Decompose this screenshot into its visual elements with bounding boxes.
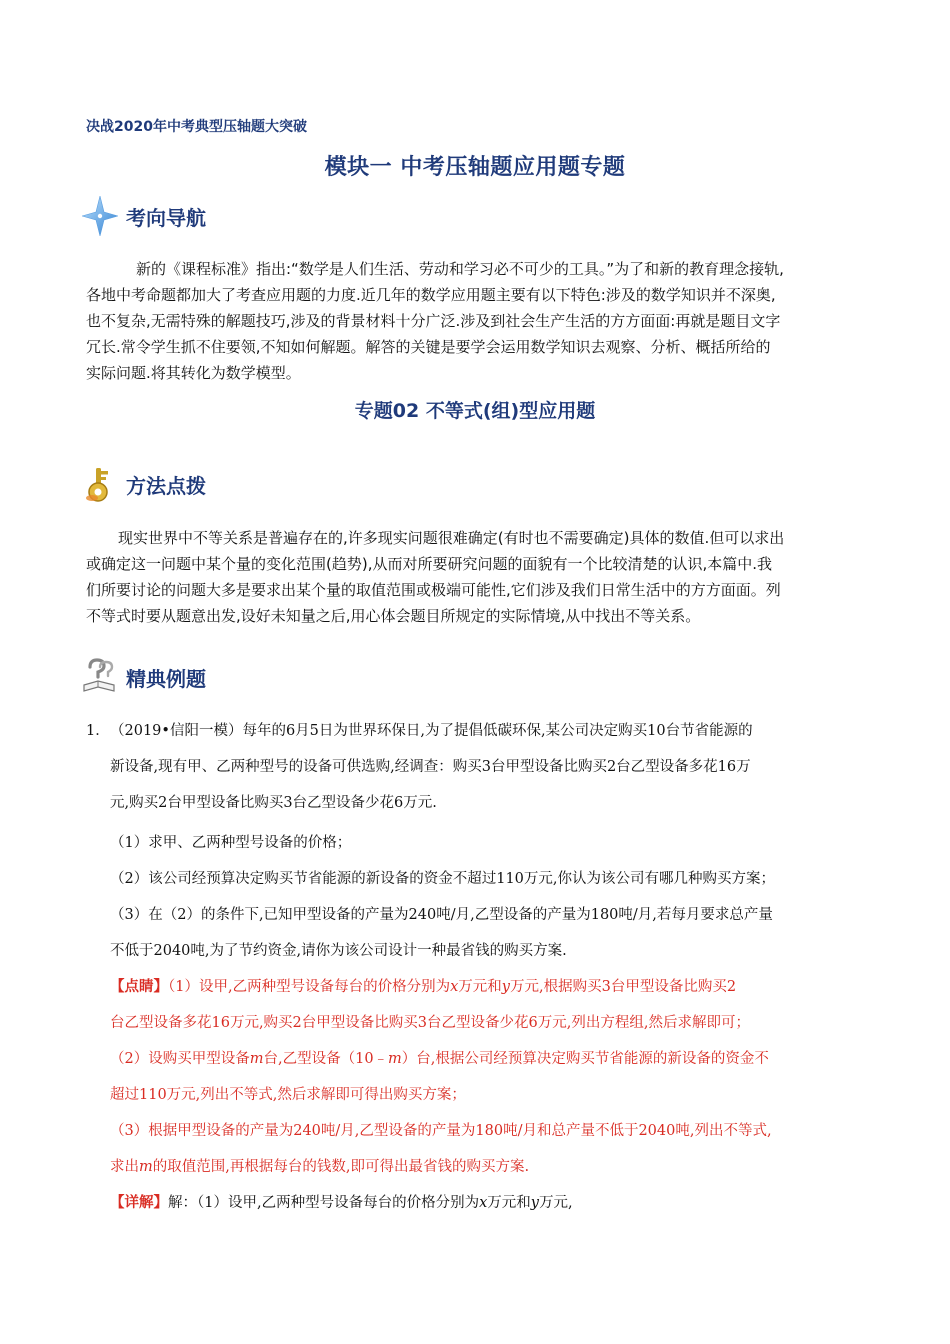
intro-line: 冗长.常令学生抓不住要领,不知如何解题。解答的关键是要学会运用数学知识去观察、分析、概括所给的 bbox=[86, 338, 771, 356]
intro-line: 也不复杂,无需特殊的解题技巧,涉及的背景材料十分广泛.涉及到社会生产生活的方方面面:再就是题目文字 bbox=[86, 312, 781, 330]
series-title: 决战2020年中考典型压轴题大突破 bbox=[86, 119, 307, 135]
detail-line bbox=[110, 1185, 866, 1221]
intro-line: 各地中考命题都加大了考查应用题的力度.近几年的数学应用题主要有以下特色:涉及的数学知识并不深奥, bbox=[86, 286, 776, 304]
variable-y: y bbox=[501, 979, 510, 995]
hint-tag: 【点睛】 bbox=[110, 978, 168, 995]
variable-y: y bbox=[530, 1195, 539, 1211]
sub-question-1: （1）求甲、乙两种型号设备的价格； bbox=[110, 835, 352, 851]
hint-line: 超过110万元,列出不等式,然后求解即可得出购买方案； bbox=[110, 1087, 466, 1103]
hint-text: 的取值范围,再根据每台的钱数,即可得出最省钱的购买方案. bbox=[152, 1159, 530, 1175]
section-label: 精典例题 bbox=[126, 666, 206, 691]
variable-x: x bbox=[479, 1195, 488, 1211]
variable-m: m bbox=[388, 1051, 402, 1067]
variable-m: m bbox=[249, 1051, 264, 1067]
hint-text: （2）设购买甲型设备 bbox=[110, 1051, 250, 1067]
question-stem-line: （2019•信阳一模）每年的6月5日为世界环保日,为了提倡低碳环保,某公司决定购买10台节省能源的 bbox=[110, 723, 753, 739]
hint-line bbox=[110, 1041, 866, 1077]
question-number: 1． bbox=[86, 723, 110, 739]
method-line: 或确定这一问题中某个量的变化范围(趋势),从而对所要研究问题的面貌有一个比较清楚的认识,本篇中.我 bbox=[86, 555, 773, 573]
hint-line bbox=[110, 969, 866, 1005]
detail-text: 万元, bbox=[538, 1195, 573, 1211]
question-stem-line: 新设备,现有甲、乙两种型号的设备可供选购,经调查：购买3台甲型设备比购买2台乙型设备多花16万 bbox=[110, 759, 751, 775]
section-heading-examples bbox=[80, 655, 206, 699]
golden-key-icon bbox=[80, 462, 120, 506]
variable-x: x bbox=[450, 979, 459, 995]
detail-text: 万元和 bbox=[487, 1195, 531, 1211]
main-title: 模块一 中考压轴题应用题专题 bbox=[324, 155, 626, 180]
detail-text: 解：（1）设甲,乙两种型号设备每台的价格分别为 bbox=[168, 1195, 480, 1211]
intro-paragraph bbox=[86, 256, 866, 386]
hint-line bbox=[110, 1149, 866, 1185]
section-label: 考向导航 bbox=[126, 205, 206, 230]
sub-question-3-cont: 不低于2040吨,为了节约资金,请你为该公司设计一种最省钱的购买方案. bbox=[110, 943, 567, 959]
hint-text: 台,乙型设备（10﹣ bbox=[263, 1051, 389, 1067]
question-stem-line: 元,购买2台甲型设备比购买3台乙型设备少花6万元. bbox=[110, 795, 437, 811]
intro-line: 实际问题.将其转化为数学模型。 bbox=[86, 364, 301, 382]
method-line: 现实世界中不等关系是普遍存在的,许多现实问题很难确定(有时也不需要确定)具体的数值.但可以求出 bbox=[118, 529, 785, 547]
section-heading-method bbox=[80, 462, 206, 506]
hint-text: ）台,根据公司经预算决定购买节省能源的新设备的资金不 bbox=[401, 1051, 769, 1067]
intro-line: 新的《课程标准》指出:“数学是人们生活、劳动和学习必不可少的工具。”为了和新的教育理念接轨, bbox=[136, 260, 784, 278]
hint-line: 台乙型设备多花16万元,购买2台甲型设备比购买3台乙型设备少花6万元,列出方程组,然后求解即可； bbox=[110, 1015, 750, 1031]
hint-text: 求出 bbox=[110, 1159, 139, 1175]
method-paragraph bbox=[86, 525, 866, 629]
method-line: 不等式时要从题意出发,设好未知量之后,用心体会题目所规定的实际情境,从中找出不等关系。 bbox=[86, 607, 701, 625]
sub-question-3: （3）在（2）的条件下,已知甲型设备的产量为240吨/月,乙型设备的产量为180吨/月,若每月要求总产量 bbox=[110, 907, 773, 923]
method-line: 们所要讨论的问题大多是要求出某个量的取值范围或极端可能性,它们涉及我们日常生活中的方方面面。列 bbox=[86, 581, 781, 599]
example-question bbox=[86, 713, 866, 821]
four-point-star-icon bbox=[80, 194, 120, 238]
detail-tag: 【详解】 bbox=[110, 1194, 168, 1211]
sub-question-2: （2）该公司经预算决定购买节省能源的新设备的资金不超过110万元,你认为该公司有哪几种购买方案； bbox=[110, 871, 776, 887]
hint-text: 万元和 bbox=[458, 979, 502, 995]
section-label: 方法点拨 bbox=[126, 473, 206, 498]
hint-line: （3）根据甲型设备的产量为240吨/月,乙型设备的产量为180吨/月和总产量不低于2040吨,列出不等式, bbox=[110, 1123, 772, 1139]
hint-text: （1）设甲,乙两种型号设备每台的价格分别为 bbox=[168, 979, 451, 995]
variable-m: m bbox=[139, 1159, 153, 1175]
topic-title: 专题02 不等式(组)型应用题 bbox=[354, 400, 596, 422]
section-heading-navigation bbox=[80, 194, 206, 238]
hint-text: 万元,根据购买3台甲型设备比购买2 bbox=[509, 979, 737, 995]
question-book-icon bbox=[80, 655, 120, 699]
